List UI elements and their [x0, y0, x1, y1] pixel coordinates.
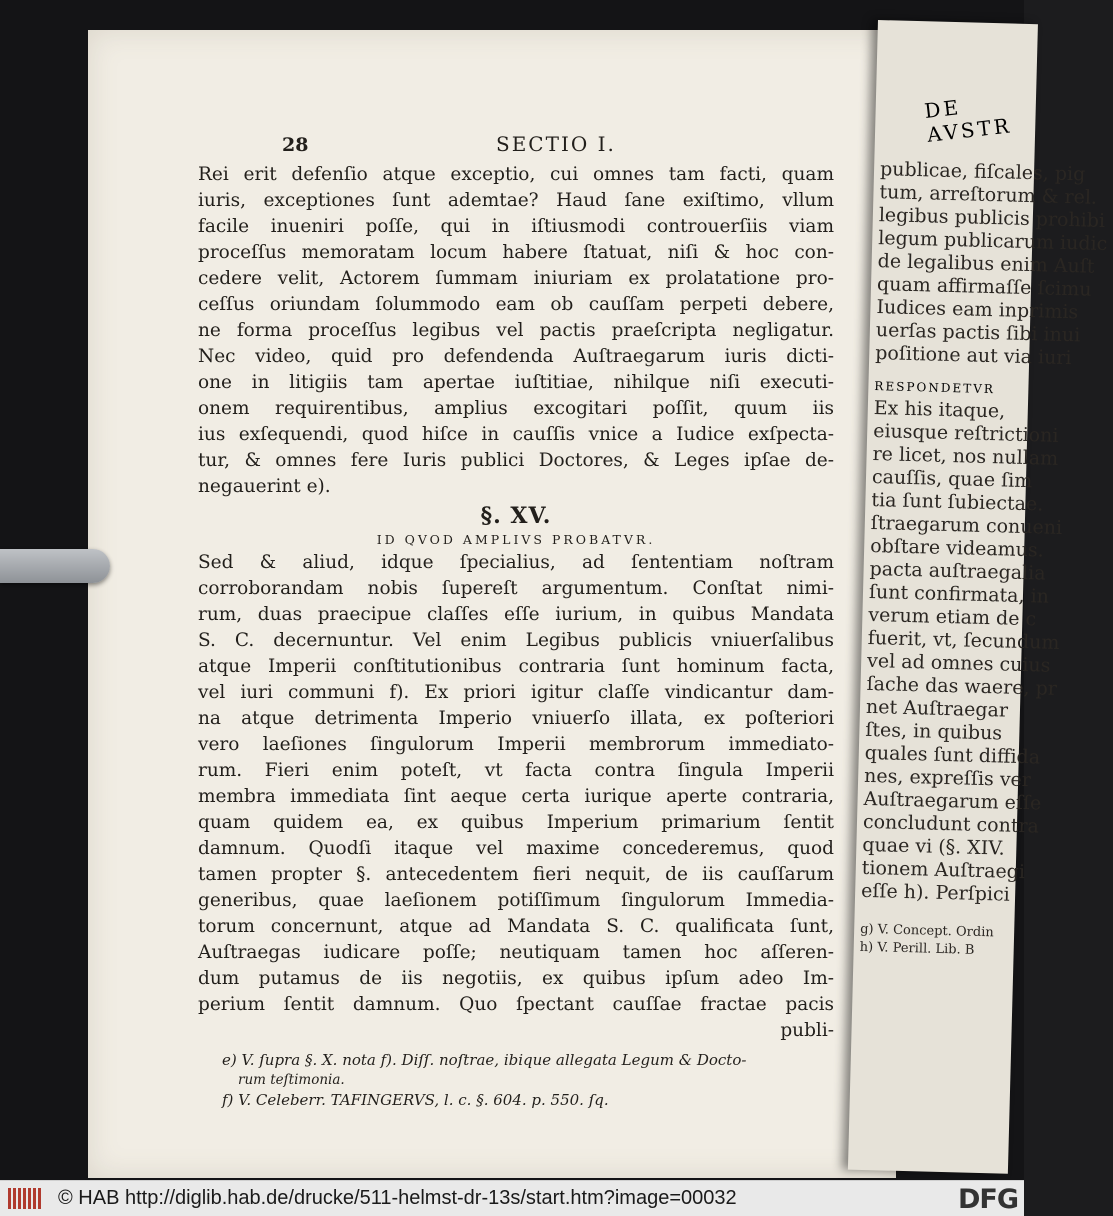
- text-line: publicae, fiſcales, pig: [879, 158, 1086, 186]
- paragraph-subtitle: ID QVOD AMPLIVS PROBATVR.: [376, 532, 656, 547]
- text-line: eiusque reſtrictioni: [872, 420, 1059, 447]
- text-line: g) V. Concept. Ordin: [859, 921, 994, 941]
- paragraph-body: [198, 550, 834, 1018]
- copyright-url[interactable]: © HAB http://diglib.hab.de/drucke/511-helmst-dr-13s/start.htm?image=00032: [58, 1187, 737, 1209]
- text-line: Nec video, quid pro defendenda Auſtraegarum iuris dicti-: [198, 346, 834, 367]
- text-line: perium ſentit damnum. Quo ſpectant cauſſae fractae pacis: [198, 994, 834, 1015]
- facing-footnotes: [853, 921, 1014, 961]
- text-line: uerſas pactis ſibi inui: [875, 319, 1081, 347]
- text-line: rum, duas praecipue claſſes eſſe iurium, in quibus Mandata: [198, 604, 834, 625]
- text-line: one in litigiis tam apertae iuſtitiae, nihilque niſi executi-: [198, 372, 834, 393]
- text-line: damnum. Quodſi itaque vel maxime concederemus, quod: [198, 838, 834, 859]
- facing-text-body: [855, 397, 1063, 907]
- text-line: nes, expreſſis ver: [863, 764, 1032, 792]
- text-line: torum concernunt, atque ad Mandata S. C. qualificata ſunt,: [198, 916, 834, 937]
- text-line: Iudices eam inprimis: [876, 296, 1079, 324]
- text-line: proceſſus memoratam locum habere ſtatuat, niſi & hoc con-: [198, 242, 834, 263]
- text-line: Auſtraegas iudicare poſſe; neutiquam tamen hoc aſſeren-: [198, 942, 834, 963]
- text-line: legibus publicis prohibi: [878, 204, 1106, 233]
- text-line: ius exſequendi, quod hiſce in cauſſis vnice a Iudice exſpecta-: [198, 424, 834, 445]
- footnote: e) V. ſupra §. X. nota f). Diſſ. noſtrae, ibique allegata Legum & Docto-: [222, 1051, 747, 1069]
- text-line: quam quidem ea, ex quibus Imperium primarium ſentit: [198, 812, 834, 833]
- text-line: h) V. Perill. Lib. B: [859, 939, 975, 958]
- text-line: dum putamus de iis negotiis, ex quibus ipſum adeo Im-: [198, 968, 834, 989]
- page-header: [198, 130, 834, 160]
- viewer-footer-bar: [0, 1180, 1024, 1216]
- page-number: 28: [282, 134, 309, 156]
- text-line: iuris, exceptiones ſunt ademtae? Haud ſane exiſtimo, vllum: [198, 190, 834, 211]
- hab-logo-icon: [8, 1188, 44, 1209]
- facing-header: DE AVSTR: [923, 94, 1014, 147]
- footnotes: [198, 1050, 834, 1110]
- text-line: quales ſunt diffida: [864, 741, 1041, 769]
- text-line: ceſſus oriundam ſolummodo eam ob cauſſam perpeti debere,: [198, 294, 834, 315]
- text-line: vel ad omnes cuius: [866, 649, 1051, 677]
- text-line: tur, & omnes fere Iuris publici Doctores, & Leges ipſae de-: [198, 450, 834, 471]
- text-line: vel iuri communi f). Ex priori igitur claſſe vindicantur dam-: [198, 682, 834, 703]
- text-line: pacta auſtraegalia: [869, 557, 1046, 585]
- text-line: concludunt contra: [862, 810, 1040, 838]
- text-line: Rei erit defenſio atque exceptio, cui omnes tam facti, quam: [198, 164, 834, 185]
- text-line: onem requirentibus, amplius excogitari poſſit, quum iis: [198, 398, 834, 419]
- facing-text-top: [869, 158, 1108, 370]
- text-line: generibus, quae laeſionem potiſſimum ſingulorum Immedia-: [198, 890, 834, 911]
- text-line: ne forma proceſſus legibus vel pactis praeſcripta negligatur.: [198, 320, 834, 341]
- facing-subheading: RESPONDETVR: [874, 379, 996, 397]
- facing-page: [848, 20, 1108, 1174]
- text-line: rum. Fieri enim poteſt, vt facta contra ſingula Imperii: [198, 760, 834, 781]
- text-line: ſache das waere, pr: [866, 672, 1058, 700]
- page-holder-strip: [0, 549, 110, 583]
- section-title: SECTIO I.: [496, 132, 616, 156]
- text-line: quae vi (§. XIV.: [862, 833, 1005, 860]
- text-line: legum publicarum iudic: [878, 227, 1108, 256]
- text-line: obſtare videamus.: [869, 534, 1045, 562]
- text-line: ſtraegarum conueni: [870, 511, 1063, 539]
- text-line: verum etiam de c: [868, 603, 1037, 631]
- text-line: tamen propter §. antecedentem fieri nequit, de iis cauſſarum: [198, 864, 834, 885]
- text-line: eſſe h). Perſpici: [860, 879, 1011, 906]
- footnote: rum teſtimonia.: [238, 1072, 345, 1088]
- paragraph-top: [198, 162, 834, 500]
- text-line: tionem Auſtraegi: [861, 856, 1026, 884]
- text-line: fuerit, vt, ſecundum: [867, 626, 1060, 654]
- footnote: f) V. Celeberr. TAFINGERVS, l. c. §. 604. p. 550. ſq.: [222, 1091, 609, 1109]
- text-line: net Auſtraegar: [865, 695, 1009, 722]
- text-line: de legalibus enim Auſt: [877, 250, 1095, 278]
- text-line: re licet, nos nullam: [872, 443, 1059, 470]
- text-line: tia ſunt ſubiectae.: [871, 488, 1044, 516]
- text-line: cedere velit, Actorem ſummam iniuriam ex prolatatione pro-: [198, 268, 834, 289]
- text-line: S. C. decernuntur. Vel enim Legibus publicis vniuerſalibus: [198, 630, 834, 651]
- text-line: corroborandam nobis ſupereſt argumentum. Conſtat nimi-: [198, 578, 834, 599]
- dfg-logo: DFG: [957, 1184, 1018, 1215]
- text-line: Ex his itaque,: [873, 397, 1006, 423]
- text-line: atque Imperii conſtitutionibus contraria ſunt hominum facta,: [198, 656, 834, 677]
- text-line: tum, arreſtorum & rel.: [879, 181, 1098, 209]
- text-line: facile inueniri poſſe, qui in iſtiusmodi controuerſiis viam: [198, 216, 834, 237]
- text-line: cauſſis, quae ſim: [871, 466, 1033, 493]
- page-text: [198, 130, 834, 1110]
- text-line: Auſtraegarum eſſe: [863, 787, 1042, 815]
- catchword: publi-: [780, 1020, 834, 1041]
- text-line: membra immediata ſint aeque certa iurique aperte contraria,: [198, 786, 834, 807]
- text-line: vero laeſiones ſingulorum Imperii membrorum immediato-: [198, 734, 834, 755]
- text-line: na atque detrimenta Imperio vniuerſo illata, ex poſteriori: [198, 708, 834, 729]
- text-line: negauerint e).: [198, 476, 331, 497]
- text-line: Sed & aliud, idque ſpecialius, ad ſententiam noſtram: [198, 552, 834, 573]
- text-line: poſitione aut via iuri: [874, 342, 1072, 370]
- text-line: ſtes, in quibus: [865, 718, 1003, 745]
- text-line: ſunt confirmata, in: [868, 580, 1050, 608]
- text-line: quam affirmaſſe ſcimu: [876, 273, 1092, 301]
- paragraph-title: §. XV.: [480, 503, 552, 529]
